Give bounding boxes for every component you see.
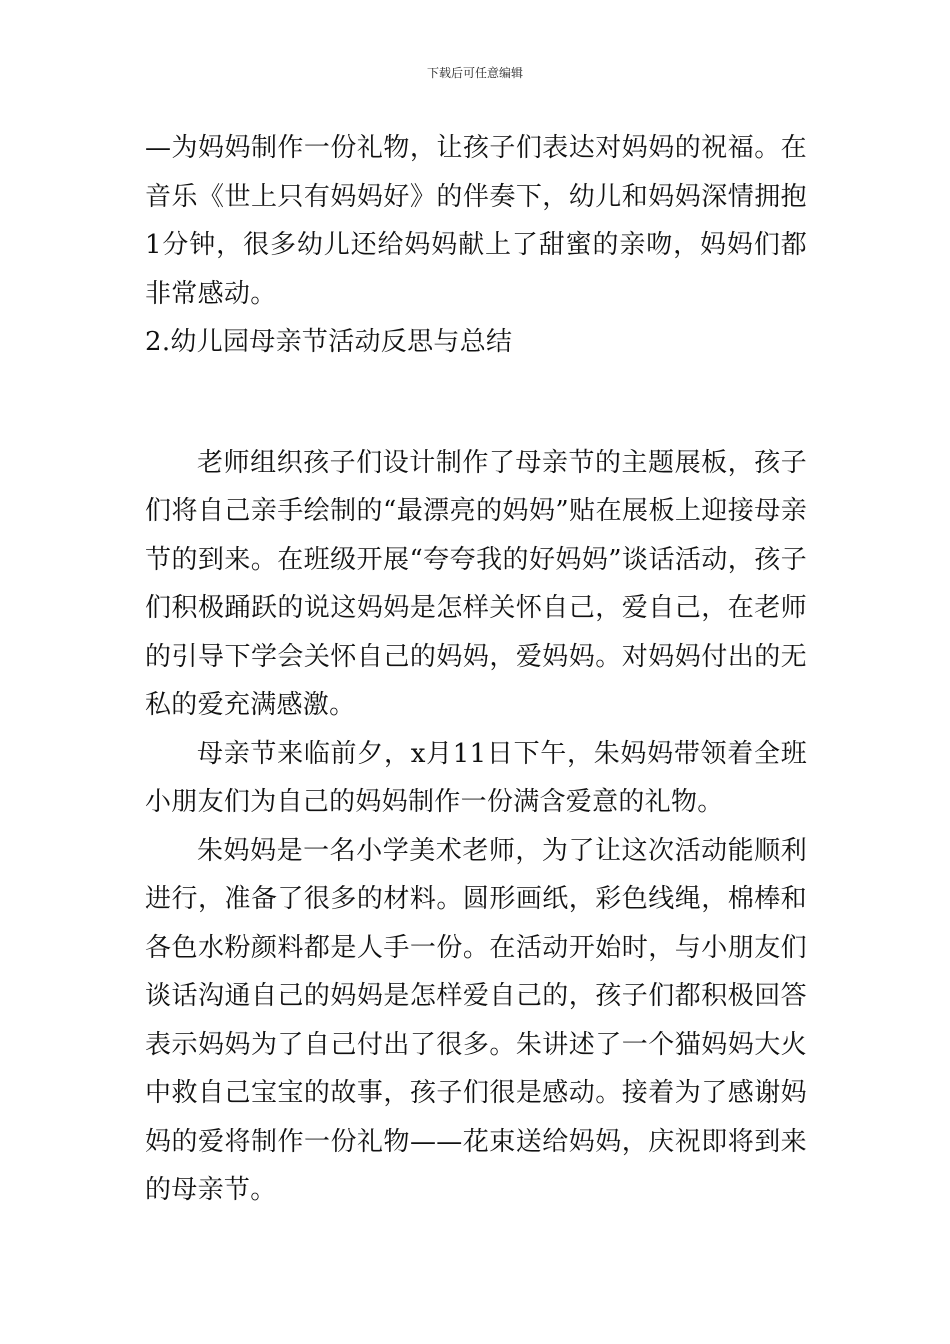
blank-gap <box>145 367 807 439</box>
paragraph-theme-board: 老师组织孩子们设计制作了母亲节的主题展板，孩子们将自己亲手绘制的“最漂亮的妈妈”贴在展板上迎接母亲节的到来。在班级开展“夸夸我的好妈妈”谈话活动，孩子们积极踊跃的说这妈妈是怎样关怀自己，爱自己，在老师的引导下学会关怀自己的妈妈，爱妈妈。对妈妈付出的无私的爱充满感激。 <box>145 447 807 720</box>
paragraph-gift-hug: —为妈妈制作一份礼物，让孩子们表达对妈妈的祝福。在音乐《世上只有妈妈好》的伴奏下，幼儿和妈妈深情拥抱1分钟，很多幼儿还给妈妈献上了甜蜜的亲吻，妈妈们都非常感动。 <box>145 133 807 309</box>
header-note: 下载后可任意编辑 <box>426 66 523 80</box>
paragraph-art-teacher: 朱妈妈是一名小学美术老师，为了让这次活动能顺利进行，准备了很多的材料。圆形画纸，彩色线绳，棉棒和各色水粉颜料都是人手一份。在活动开始时，与小朋友们谈话沟通自己的妈妈是怎样爱自己的，孩子们都积极回答表示妈妈为了自己付出了很多。朱讲述了一个猫妈妈大火中救自己宝宝的故事，孩子们很是感动。接着为了感谢妈妈的爱将制作一份礼物——花束送给妈妈，庆祝即将到来的母亲节。 <box>145 835 807 1205</box>
section-heading-reflection: 2.幼儿园母亲节活动反思与总结 <box>145 327 513 357</box>
document-body <box>145 124 807 1215</box>
paragraph-eve-activity: 母亲节来临前夕，x月11日下午，朱妈妈带领着全班小朋友们为自己的妈妈制作一份满含爱意的礼物。 <box>145 738 807 817</box>
